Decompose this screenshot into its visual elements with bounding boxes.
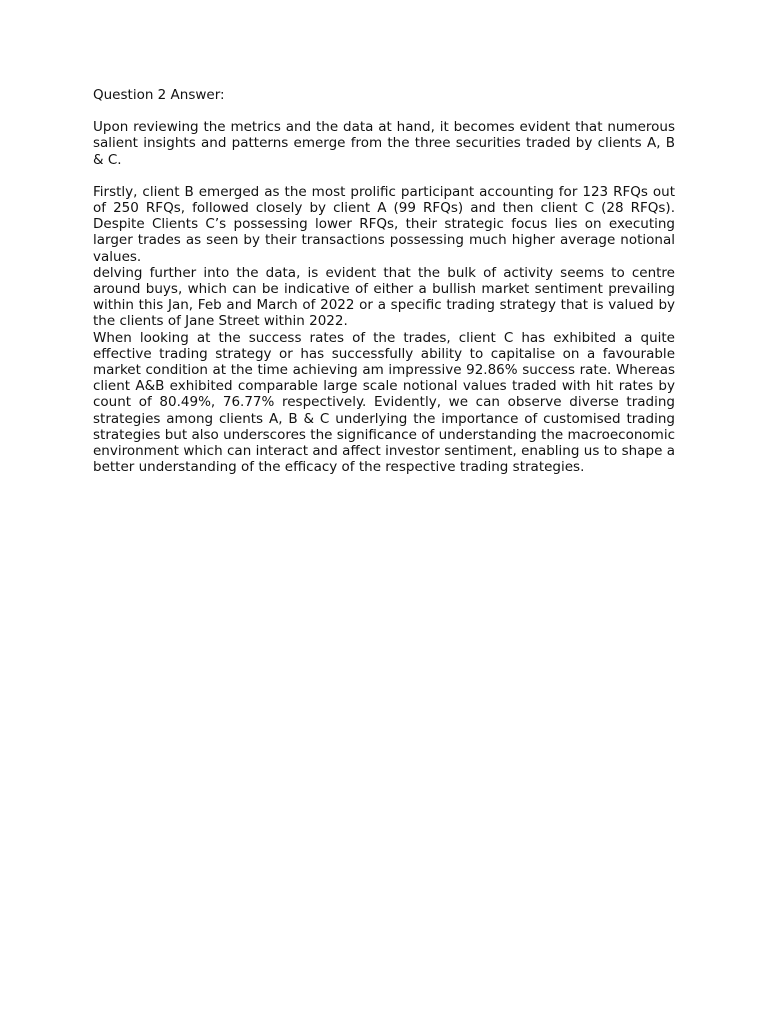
question-heading: Question 2 Answer: bbox=[93, 87, 225, 103]
intro-paragraph: Upon reviewing the metrics and the data at hand, it becomes evident that numerous salient insights and patterns emerge from the three securities traded by clients A, B & C. bbox=[93, 119, 675, 168]
document-body bbox=[93, 87, 675, 475]
success-rate-paragraph: When looking at the success rates of the trades, client C has exhibited a quite effective trading strategy or has successfully ability to capitalise on a favourable market condition at the time achieving am impressive 92.86% success rate. Whereas client A&B exhibited comparable large scale notional values traded with hit rates by count of 80.49%, 76.77% respectively. Evidently, we can observe diverse trading strategies among clients A, B & C underlying the importance of customised trading strategies but also underscores the significance of understanding the macroeconomic environment which can interact and affect investor sentiment, enabling us to shape a better understanding of the efficacy of the respective trading strategies. bbox=[93, 329, 675, 476]
client-rfq-paragraph: Firstly, client B emerged as the most prolific participant accounting for 123 RFQs out of 250 RFQs, followed closely by client A (99 RFQs) and then client C (28 RFQs). Despite Clients C’s possessing lower RFQs, their strategic focus lies on executing larger trades as seen by their transactions possessing much higher average notional values. bbox=[93, 183, 675, 265]
buy-activity-paragraph: delving further into the data, is evident that the bulk of activity seems to centre around buys, which can be indicative of either a bullish market sentiment prevailing within this Jan, Feb and March of 2022 or a specific trading strategy that is valued by the clients of Jane Street within 2022. bbox=[93, 264, 675, 330]
